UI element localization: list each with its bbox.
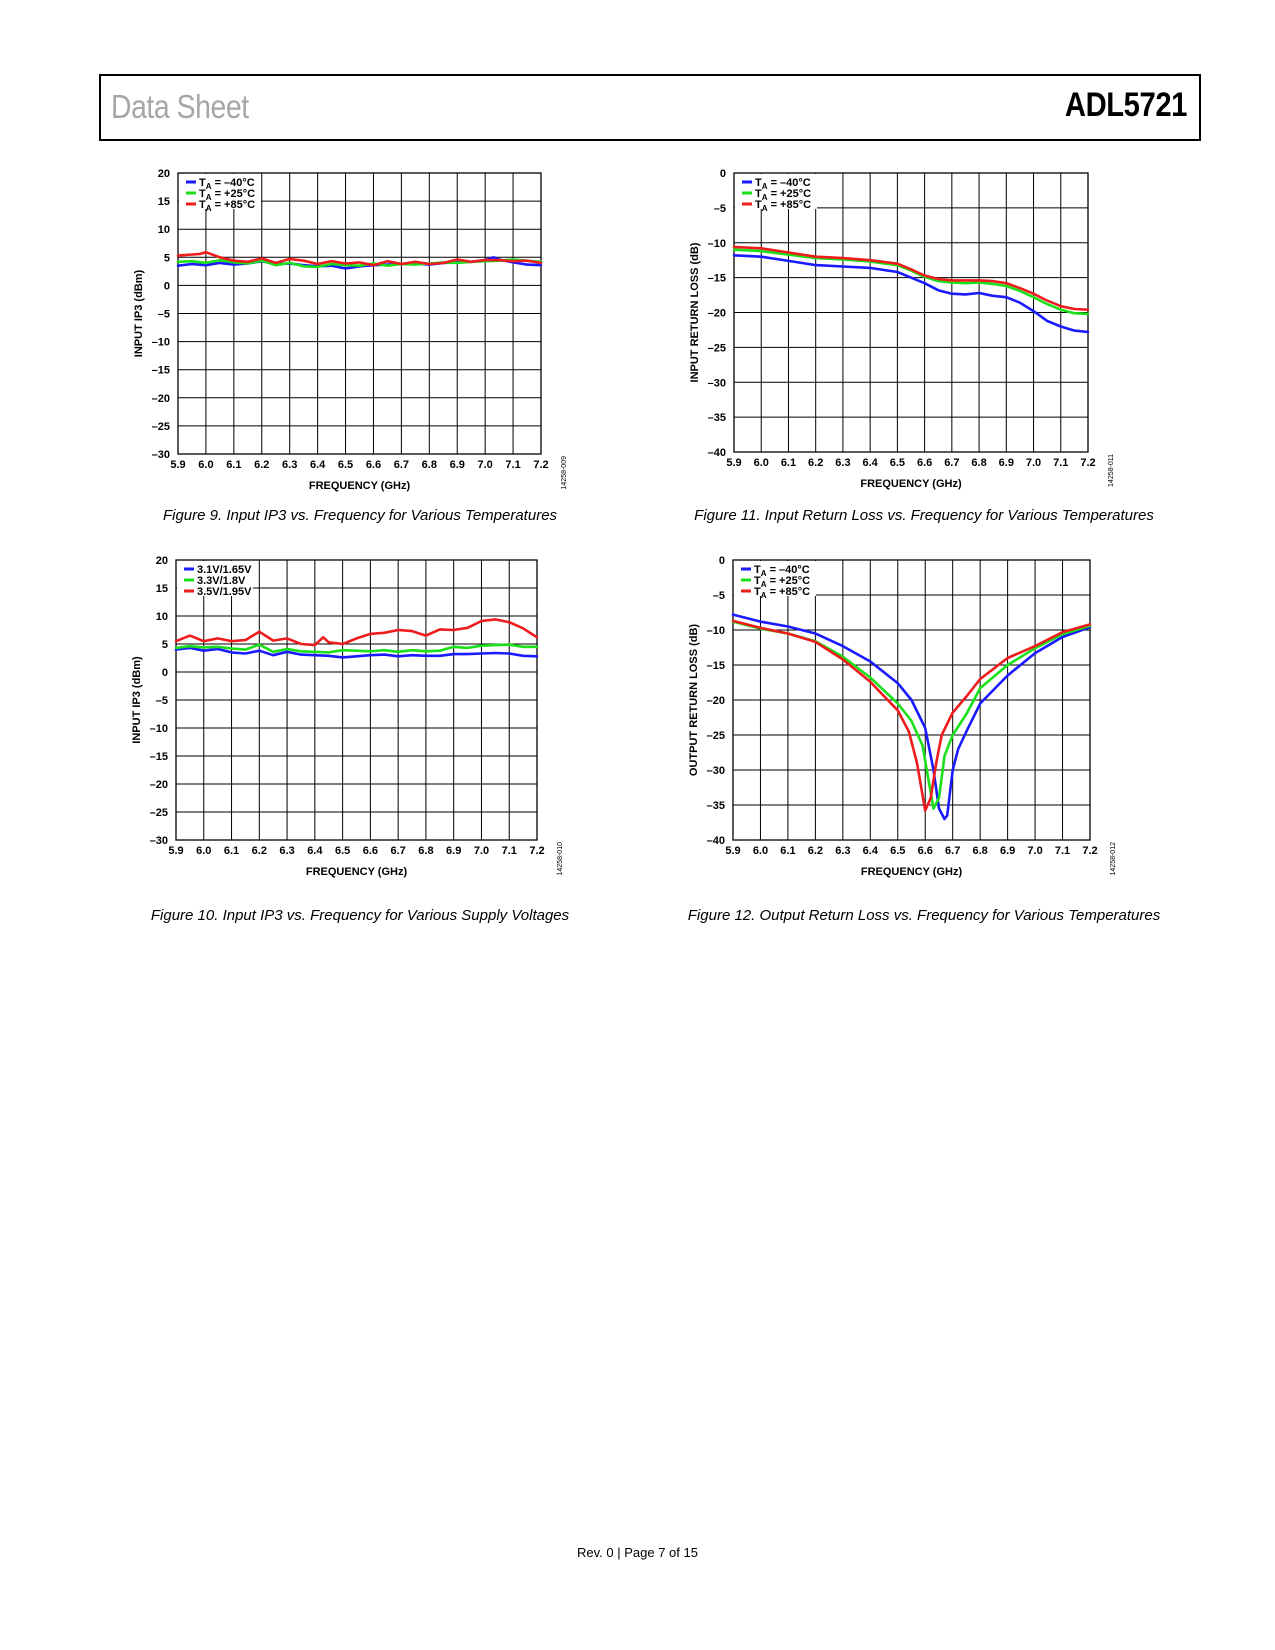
series-line-2: [176, 619, 537, 645]
x-tick-label: 6.6: [917, 845, 933, 857]
x-tick-label: 7.0: [473, 845, 490, 857]
y-axis-label: INPUT IP3 (dBm): [131, 656, 143, 744]
y-tick-label: 20: [157, 168, 170, 180]
x-tick-label: 6.2: [807, 845, 824, 857]
legend-entry: $T_A = +25^\circ C$: [199, 188, 256, 202]
y-tick-label: 0: [163, 280, 170, 293]
x-tick-label: 6.7: [945, 845, 961, 857]
x-tick-label: 7.1: [501, 845, 517, 857]
x-tick-label: 7.0: [477, 459, 493, 471]
x-tick-label: 6.9: [998, 457, 1014, 469]
figure-code: 14258-011: [1108, 454, 1115, 487]
legend-entry: $T_A = +85^\circ C$: [755, 199, 812, 213]
y-tick-label: –10: [707, 237, 726, 250]
legend-entry: $T_A = +25^\circ C$: [755, 188, 812, 202]
x-tick-label: 6.3: [282, 459, 298, 471]
series-line-1: [734, 250, 1088, 314]
x-axis-label: FREQUENCY (GHz): [860, 478, 962, 490]
header-section-title: Data Sheet: [111, 88, 249, 125]
legend-entry: $T_A = -40^\circ C$: [755, 177, 811, 191]
y-tick-label: –20: [707, 307, 726, 320]
x-tick-label: 6.9: [446, 845, 462, 857]
x-tick-label: 6.1: [780, 457, 797, 469]
x-tick-label: 6.6: [365, 459, 382, 471]
series-line-2: [733, 621, 1090, 811]
x-tick-label: 5.9: [726, 457, 742, 469]
y-tick-label: –5: [157, 308, 170, 321]
x-tick-label: 6.2: [254, 459, 270, 471]
y-tick-label: –25: [706, 730, 725, 742]
y-tick-label: –15: [707, 272, 726, 285]
y-tick-label: 10: [155, 611, 168, 623]
x-tick-label: 7.2: [1080, 457, 1096, 469]
header-part-number: ADL5721: [1064, 86, 1187, 124]
x-tick-label: 6.8: [418, 845, 434, 857]
y-tick-label: 0: [719, 168, 726, 180]
x-tick-label: 6.4: [307, 845, 323, 857]
x-tick-label: 6.7: [944, 457, 960, 469]
chart-figure-9: [130, 160, 600, 500]
x-tick-label: 6.7: [393, 459, 410, 471]
y-axis-label: OUTPUT RETURN LOSS (dB): [688, 623, 700, 777]
y-tick-label: –15: [706, 660, 725, 672]
y-tick-label: 15: [157, 196, 170, 209]
y-tick-label: –30: [151, 449, 170, 461]
legend-entry: 3.1V/1.65V: [197, 564, 252, 576]
y-tick-label: 5: [163, 252, 170, 265]
x-tick-label: 6.4: [862, 845, 878, 857]
x-tick-label: 7.1: [505, 459, 521, 471]
x-tick-label: 7.2: [529, 845, 545, 857]
y-tick-label: –10: [149, 723, 168, 735]
x-tick-label: 7.1: [1054, 845, 1071, 857]
x-tick-label: 6.5: [334, 845, 351, 857]
y-axis-label: INPUT RETURN LOSS (dB): [689, 242, 701, 383]
y-tick-label: –20: [149, 779, 168, 791]
y-tick-label: –35: [707, 412, 726, 425]
x-tick-label: 7.2: [533, 459, 549, 471]
caption-figure-10: Figure 10. Input IP3 vs. Frequency for Various Supply Voltages: [150, 907, 570, 924]
caption-figure-9: Figure 9. Input IP3 vs. Frequency for Various Temperatures: [162, 507, 558, 524]
page-header: [99, 74, 1201, 141]
y-tick-label: 0: [161, 667, 168, 679]
y-tick-label: –20: [706, 695, 725, 707]
x-tick-label: 6.3: [835, 457, 851, 469]
y-tick-label: –30: [706, 765, 725, 777]
chart-figure-12: [688, 555, 1160, 900]
y-tick-label: –5: [155, 695, 168, 707]
caption-figure-12: Figure 12. Output Return Loss vs. Frequency for Various Temperatures: [687, 907, 1161, 924]
x-tick-label: 6.6: [916, 457, 933, 469]
x-tick-label: 6.5: [890, 845, 906, 857]
x-tick-label: 6.9: [999, 845, 1016, 857]
x-tick-label: 7.0: [1027, 845, 1043, 857]
y-tick-label: –40: [707, 447, 726, 459]
x-tick-label: 6.5: [337, 459, 354, 471]
page-footer: Rev. 0 | Page 7 of 15: [577, 1545, 698, 1560]
y-tick-label: 0: [718, 555, 725, 567]
x-tick-label: 6.6: [362, 845, 379, 857]
y-tick-label: –35: [706, 800, 725, 812]
y-tick-label: –25: [707, 342, 726, 355]
x-tick-label: 6.0: [752, 845, 769, 857]
x-tick-label: 6.0: [753, 457, 769, 469]
series-line-1: [733, 622, 1090, 809]
x-tick-label: 6.0: [198, 459, 214, 471]
x-tick-label: 6.1: [780, 845, 796, 857]
x-tick-label: 6.4: [309, 459, 326, 471]
x-tick-label: 6.9: [449, 459, 465, 471]
x-tick-label: 6.3: [279, 845, 295, 857]
x-axis-label: FREQUENCY (GHz): [305, 866, 408, 878]
x-tick-label: 6.0: [196, 845, 212, 857]
x-tick-label: 6.2: [808, 457, 824, 469]
y-tick-label: –10: [151, 336, 170, 349]
x-tick-label: 5.9: [725, 845, 741, 857]
legend-entry: $T_A = -40^\circ C$: [199, 177, 255, 191]
x-tick-label: 6.8: [421, 459, 437, 471]
figure-code: 14258-010: [557, 842, 564, 876]
x-tick-label: 6.4: [862, 457, 878, 469]
y-tick-label: –40: [706, 835, 725, 847]
legend-entry: $T_A = +25^\circ C$: [754, 575, 811, 589]
x-tick-label: 5.9: [168, 845, 184, 857]
y-tick-label: 5: [161, 639, 168, 651]
legend-entry: $T_A = -40^\circ C$: [754, 564, 810, 578]
x-tick-label: 7.1: [1053, 457, 1069, 469]
x-axis-label: FREQUENCY (GHz): [860, 866, 963, 878]
y-tick-label: –30: [149, 835, 168, 847]
x-tick-label: 7.0: [1025, 457, 1042, 469]
legend-entry: 3.3V/1.8V: [197, 575, 246, 587]
y-axis-label: INPUT IP3 (dBm): [133, 269, 145, 358]
x-axis-label: FREQUENCY (GHz): [308, 480, 411, 492]
figure-code: 14258-012: [1110, 842, 1117, 876]
legend-entry: $T_A = +85^\circ C$: [199, 199, 256, 213]
y-tick-label: 15: [155, 583, 168, 595]
x-tick-label: 5.9: [170, 459, 186, 471]
legend-entry: 3.5V/1.95V: [197, 586, 252, 598]
caption-figure-11: Figure 11. Input Return Loss vs. Frequency for Various Temperatures: [694, 507, 1154, 524]
y-tick-label: 10: [157, 224, 170, 237]
x-tick-label: 7.2: [1082, 845, 1098, 857]
x-tick-label: 6.8: [971, 457, 987, 469]
chart-figure-10: [130, 555, 600, 900]
y-tick-label: –10: [706, 625, 725, 637]
y-tick-label: –25: [149, 807, 168, 819]
y-tick-label: –25: [151, 420, 170, 433]
y-tick-label: –15: [151, 364, 170, 377]
y-tick-label: 20: [155, 555, 168, 567]
x-tick-label: 6.5: [889, 457, 906, 469]
x-tick-label: 6.7: [390, 845, 406, 857]
y-tick-label: –15: [149, 751, 168, 763]
y-tick-label: –5: [712, 590, 725, 602]
y-tick-label: –5: [713, 202, 726, 215]
x-tick-label: 6.1: [226, 459, 242, 471]
figure-code: 14258-009: [561, 456, 568, 490]
chart-figure-11: [690, 160, 1160, 500]
x-tick-label: 6.1: [223, 845, 240, 857]
x-tick-label: 6.3: [835, 845, 851, 857]
x-tick-label: 6.8: [972, 845, 988, 857]
x-tick-label: 6.2: [251, 845, 267, 857]
y-tick-label: –30: [707, 377, 726, 390]
legend-entry: $T_A = +85^\circ C$: [754, 586, 811, 600]
y-tick-label: –20: [151, 392, 170, 405]
